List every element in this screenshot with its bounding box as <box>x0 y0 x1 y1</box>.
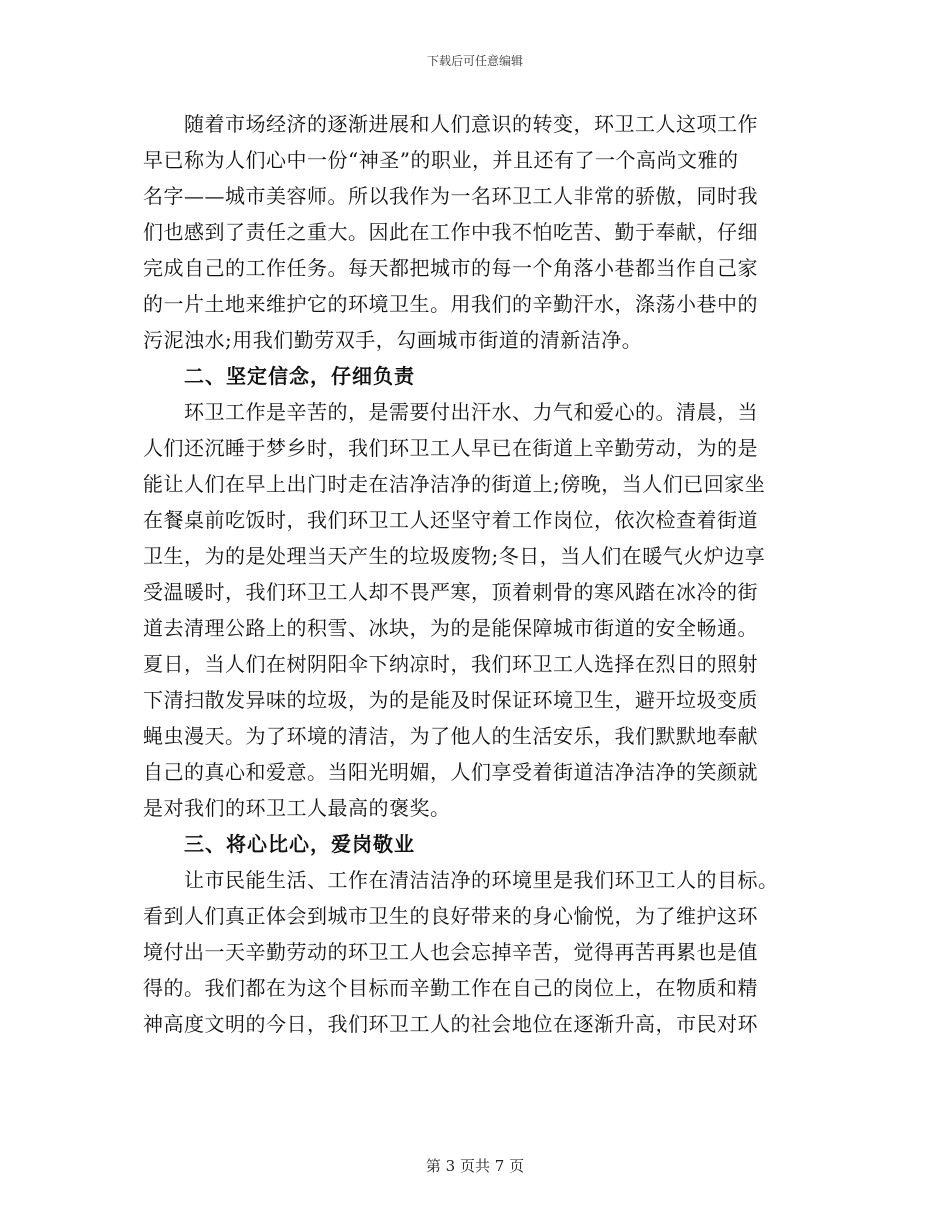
page-header: 下载后可任意编辑 <box>426 54 523 68</box>
paragraph-line: 完成自己的工作任务。每天都把城市的每一个角落小巷都当作自己家 <box>143 256 758 280</box>
paragraph-line: 的一片土地来维护它的环境卫生。用我们的辛勤汗水，涤荡小巷中的 <box>143 292 758 316</box>
paragraph-line: 得的。我们都在为这个目标而辛勤工作在自己的岗位上，在物质和精 <box>143 976 758 1000</box>
paragraph-line: 环卫工作是辛苦的，是需要付出汗水、力气和爱心的。清晨，当 <box>184 400 758 424</box>
paragraph-line: 看到人们真正体会到城市卫生的良好带来的身心愉悦，为了维护这环 <box>143 904 758 928</box>
paragraph-line: 名字——城市美容师。所以我作为一名环卫工人非常的骄傲，同时我 <box>143 184 758 208</box>
paragraph-line: 让市民能生活、工作在清洁洁净的环境里是我们环卫工人的目标。 <box>184 868 779 892</box>
paragraph-line: 下清扫散发异味的垃圾，为的是能及时保证环境卫生，避开垃圾变质 <box>143 688 758 712</box>
paragraph-line: 是对我们的环卫工人最高的褒奖。 <box>143 796 451 820</box>
paragraph-line: 夏日，当人们在树阴阳伞下纳凉时，我们环卫工人选择在烈日的照射 <box>143 652 758 676</box>
paragraph-line: 卫生，为的是处理当天产生的垃圾废物;冬日，当人们在暖气火炉边享 <box>143 544 766 568</box>
paragraph-line: 污泥浊水;用我们勤劳双手，勾画城市街道的清新洁净。 <box>143 328 643 352</box>
document-body <box>143 106 803 1042</box>
paragraph-line: 人们还沉睡于梦乡时，我们环卫工人早已在街道上辛勤劳动，为的是 <box>143 436 758 460</box>
paragraph-line: 道去清理公路上的积雪、冰块，为的是能保障城市街道的安全畅通。 <box>143 616 758 640</box>
section-heading: 三、将心比心，爱岗敬业 <box>184 832 415 856</box>
paragraph-line: 境付出一天辛勤劳动的环卫工人也会忘掉辛苦，觉得再苦再累也是值 <box>143 940 758 964</box>
paragraph-line: 自己的真心和爱意。当阳光明媚，人们享受着街道洁净洁净的笑颜就 <box>143 760 758 784</box>
paragraph-line: 神高度文明的今日，我们环卫工人的社会地位在逐渐升高，市民对环 <box>143 1012 758 1036</box>
section-heading: 二、坚定信念，仔细负责 <box>184 364 415 388</box>
paragraph-line: 在餐桌前吃饭时，我们环卫工人还坚守着工作岗位，依次检查着街道 <box>143 508 758 532</box>
paragraph-line: 们也感到了责任之重大。因此在工作中我不怕吃苦、勤于奉献，仔细 <box>143 220 758 244</box>
paragraph-line: 受温暖时，我们环卫工人却不畏严寒，顶着刺骨的寒风踏在冰冷的街 <box>143 580 758 604</box>
paragraph-line: 能让人们在早上出门时走在洁净洁净的街道上;傍晚，当人们已回家坐 <box>143 472 766 496</box>
paragraph-line: 早已称为人们心中一份“神圣”的职业，并且还有了一个高尚文雅的 <box>143 148 739 172</box>
paragraph-line: 蝇虫漫天。为了环境的清洁，为了他人的生活安乐，我们默默地奉献 <box>143 724 758 748</box>
paragraph-line: 随着市场经济的逐渐进展和人们意识的转变，环卫工人这项工作 <box>184 112 758 136</box>
page-number: 第 3 页共 7 页 <box>425 1157 525 1175</box>
